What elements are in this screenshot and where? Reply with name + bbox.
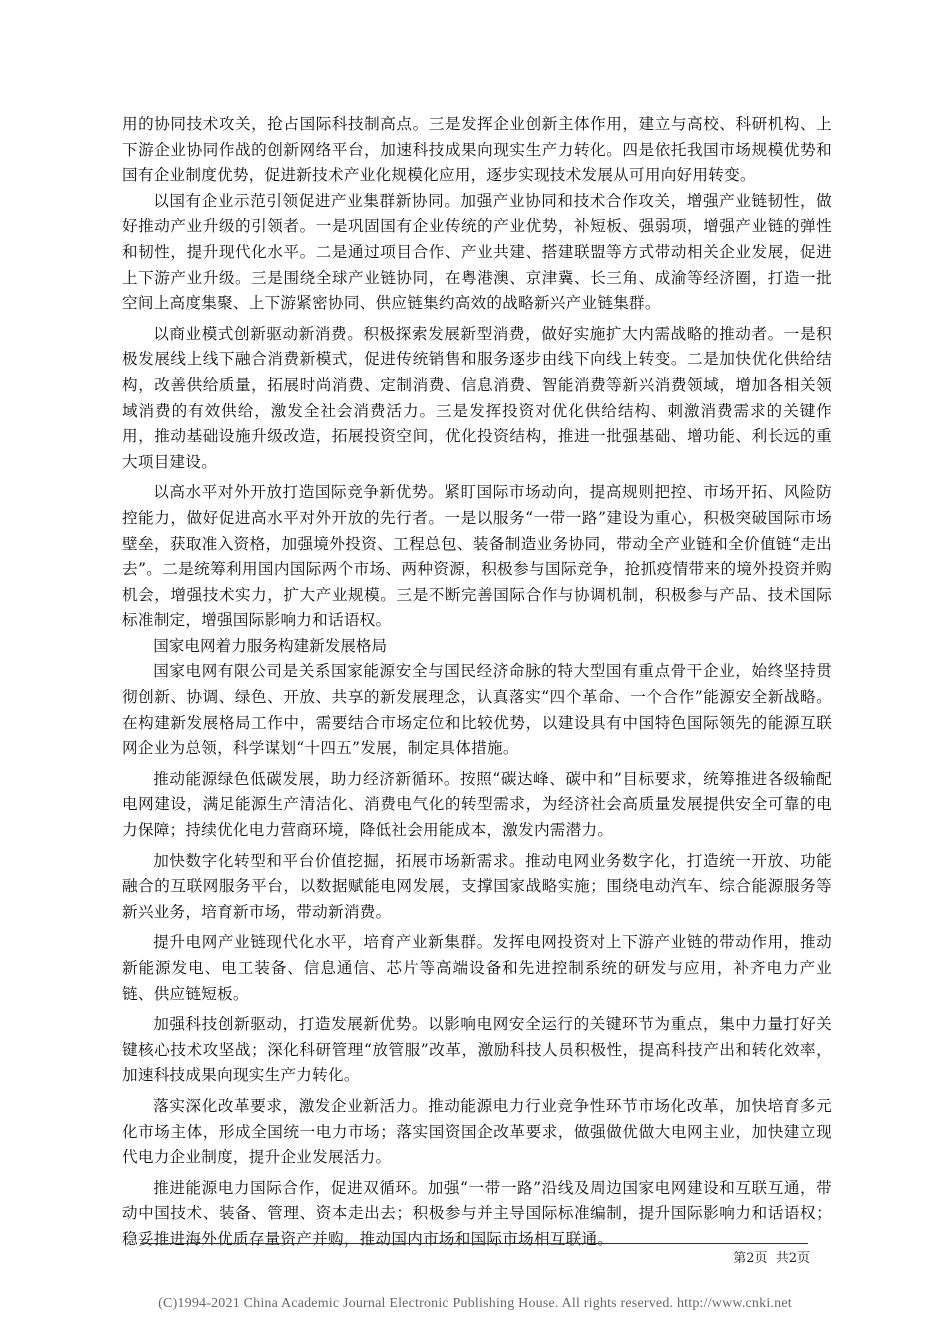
paragraph: 以高水平对外开放打造国际竞争新优势。紧盯国际市场动向，提高规则把控、市场开拓、风险防控能力，做好促进高水平对外开放的先行者。一是以服务“一带一路”建设为重心，积极突破国际市场壁垒，获取准入资格，加强境外投资、工程总包、装备制造业务协同，带动全产业链和全价值链“走出去”。二是统筹利用国内国际两个市场、两种资源，积极参与国际竞争，抢抓疫情带来的境外投资并购机会，增强技术实力，扩大产业规模。三是不断完善国际合作与协调机制，积极参与产品、技术国际标准制定，增强国际影响力和话语权。 bbox=[122, 483, 832, 630]
paragraph: 落实深化改革要求，激发企业新活力。推动能源电力行业竞争性环节市场化改革，加快培育多元化市场主体，形成全国统一电力市场；落实国资国企改革要求，做强做优做大电网主业，加快建立现代电力企业制度，提升企业发展活力。 bbox=[122, 1096, 832, 1167]
paragraph: 提升电网产业链现代化水平，培育产业新集群。发挥电网投资对上下游产业链的带动作用，推动新能源发电、电工装备、信息通信、芯片等高端设备和先进控制系统的研发与应用，补齐电力产业链、供应链短板。 bbox=[122, 933, 832, 1003]
paragraph: 推进能源电力国际合作，促进双循环。加强“一带一路”沿线及周边国家电网建设和互联互通，带动中国技术、装备、管理、资本走出去；积极参与并主导国际标准编制，提升国际影响力和话语权；稳妥推进海外优质存量资产并购，推动国内市场和国际市场相互联通。 bbox=[122, 1178, 832, 1248]
paragraph: 以国有企业示范引领促进产业集群新协同。加强产业协同和技术合作攻关，增强产业链韧性，做好推动产业升级的引领者。一是巩固国有企业传统的产业优势，补短板、强弱项，增强产业链的弹性和韧性，提升现代化水平。二是通过项目合作、产业共建、搭建联盟等方式带动相关企业发展，促进上下游产业升级。三是围绕全球产业链协同，在粤港澳、京津冀、长三角、成渝等经济圈，打造一批空间上高度集聚、上下游紧密协同、供应链集约高效的战略新兴产业链集群。 bbox=[122, 191, 832, 313]
paragraph: 国家电网有限公司是关系国家能源安全与国民经济命脉的特大型国有重点骨干企业，始终坚持贯彻创新、协调、绿色、开放、共享的新发展理念，认真落实“四个革命、一个合作”能源安全新战略。在构建新发展格局工作中，需要结合市场定位和比较优势，以建设具有中国特色国际领先的能源互联网企业为总领，科学谋划“十四五”发展，制定具体措施。 bbox=[122, 662, 832, 758]
section-heading: 国家电网着力服务构建新发展格局 bbox=[153, 636, 388, 655]
paragraph-continued: 用的协同技术攻关，抢占国际科技制高点。三是发挥企业创新主体作用，建立与高校、科研机构、上下游企业协同作战的创新网络平台，加速科技成果向现实生产力转化。四是依托我国市场规模优势和国有企业制度优势，促进新技术产业化规模化应用，逐步实现技术发展从可用向好用转变。 bbox=[122, 115, 832, 185]
article-body bbox=[122, 112, 832, 1253]
copyright-notice: (C)1994-2021 China Academic Journal Electronic Publishing House. All rights reserved. http://www.cnki.net bbox=[158, 1296, 792, 1311]
paragraph: 以商业模式创新驱动新消费。积极探索发展新型消费，做好实施扩大内需战略的推动者。一是积极发展线上线下融合消费新模式，促进传统销售和服务逐步由线下向线上转变。二是加快优化供给结构，改善供给质量，拓展时尚消费、定制消费、信息消费、智能消费等新兴消费领域，增加各相关领域消费的有效供给，激发全社会消费活力。三是发挥投资对优化供给结构、刺激消费需求的关键作用，推动基础设施升级改造，拓展投资空间，优化投资结构，推进一批强基础、增功能、利长远的重大项目建设。 bbox=[122, 324, 832, 471]
paragraph: 推动能源绿色低碳发展，助力经济新循环。按照“碳达峰、碳中和”目标要求，统筹推进各级输配电网建设，满足能源生产清洁化、消费电气化的转型需求，为经济社会高质量发展提供安全可靠的电力保障；持续优化电力营商环境，降低社会用能成本，激发内需潜力。 bbox=[122, 769, 832, 840]
paragraph: 加快数字化转型和平台价值挖掘，拓展市场新需求。推动电网业务数字化，打造统一开放、功能融合的互联网服务平台，以数据赋能电网发展，支撑国家战略实施；围绕电动汽车、综合能源服务等新兴业务，培育新市场，带动新消费。 bbox=[122, 851, 832, 921]
paragraph: 加强科技创新驱动，打造发展新优势。以影响电网安全运行的关键环节为重点，集中力量打好关键核心技术攻坚战；深化科研管理“放管服”改革，激励科技人员积极性，提高科技产出和转化效率，加速科技成果向现实生产力转化。 bbox=[122, 1015, 832, 1085]
page-indicator: 第2页 共2页 bbox=[733, 1251, 810, 1266]
footer-divider bbox=[140, 1243, 808, 1244]
